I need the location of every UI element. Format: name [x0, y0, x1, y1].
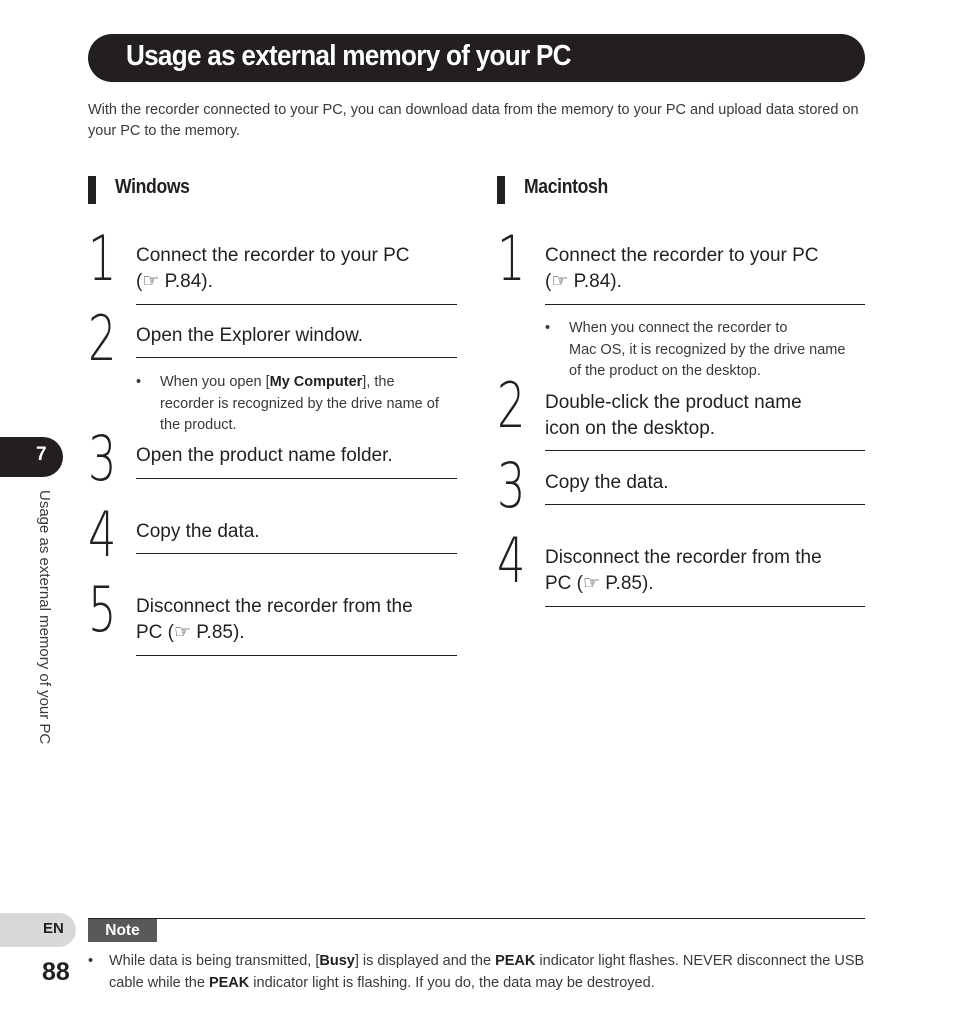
step-divider — [545, 450, 865, 451]
win-step-4-number: 4 — [88, 498, 117, 571]
title-bar — [88, 34, 865, 82]
mac-step-1-text — [545, 243, 819, 295]
note-divider — [88, 918, 865, 919]
win-step-5-text — [136, 594, 413, 646]
chapter-title-vertical: Usage as external memory of your PC — [36, 490, 53, 745]
mac-step-1-number: 1 — [497, 222, 526, 295]
step-divider — [136, 357, 457, 358]
intro-paragraph: With the recorder connected to your PC, you can download data from the memory to your PC and upload data stored on your PC to the memory. — [88, 102, 859, 139]
win-step-1-line2: (☞ P.84). — [136, 271, 213, 292]
bullet-dot: • — [545, 320, 551, 336]
mac-heading-label: Macintosh — [524, 176, 608, 198]
win-step-2-line1: Open the Explorer window. — [136, 325, 364, 346]
bullet-dot: • — [88, 953, 94, 969]
mac-step-1-line2: (☞ P.84). — [545, 271, 622, 292]
step-divider — [136, 478, 457, 479]
win-step-1-number: 1 — [88, 222, 117, 295]
win-step-3-line1: Open the product name folder. — [136, 445, 393, 466]
note-text: While data is being transmitted, [Busy] is displayed and the PEAK indicator light flashes. NEVER disconnect the USB cable while the PEAK indicator light is flashing. If you do, the data may be destroyed. — [109, 953, 865, 991]
mac-step-3-number: 3 — [497, 449, 526, 522]
mac-step-2-text — [545, 390, 802, 442]
win-step-3-number: 3 — [88, 422, 117, 495]
step-divider — [545, 606, 865, 607]
win-step-4-text — [136, 519, 260, 545]
win-step-2-text — [136, 323, 363, 349]
mac-step-3-text — [545, 470, 669, 496]
step-divider — [545, 304, 865, 305]
mac-step-2-line2: icon on the desktop. — [545, 418, 716, 439]
page-number: 88 — [42, 958, 70, 986]
step-divider — [136, 304, 457, 305]
mac-note-text: When you connect the recorder to Mac OS, it is recognized by the drive name of the product on the desktop. — [569, 320, 846, 379]
win-step-4-line1: Copy the data. — [136, 521, 260, 542]
win-step-5-number: 5 — [88, 573, 117, 646]
peak-label: PEAK — [208, 975, 250, 991]
my-computer-label: My Computer — [269, 374, 363, 390]
mac-step-4-line2: PC (☞ P.85). — [545, 573, 654, 594]
chapter-number: 7 — [36, 444, 47, 465]
language-label: EN — [43, 920, 64, 937]
chapter-title-vertical-wrap — [33, 490, 55, 790]
mac-step-1-line1: Connect the recorder to your PC — [545, 245, 819, 266]
language-tab — [0, 913, 76, 947]
chapter-tab — [0, 437, 63, 477]
peak-label: PEAK — [495, 953, 536, 969]
win-step-5-line1: Disconnect the recorder from the — [136, 596, 413, 617]
win-step-1-line1: Connect the recorder to your PC — [136, 245, 410, 266]
step-divider — [136, 553, 457, 554]
mac-step-4-text — [545, 545, 822, 597]
win-step-3-text — [136, 443, 393, 469]
mac-step-2-line1: Double-click the product name — [545, 392, 802, 413]
mac-step-3-line1: Copy the data. — [545, 472, 669, 493]
mac-step-4-number: 4 — [497, 524, 526, 597]
page-title: Usage as external memory of your PC — [126, 40, 571, 72]
win-step-1-text — [136, 243, 410, 295]
heading-marker — [88, 176, 96, 204]
note-badge: Note — [88, 919, 157, 942]
step-divider — [136, 655, 457, 656]
step-divider — [545, 504, 865, 505]
mac-step-4-line1: Disconnect the recorder from the — [545, 547, 822, 568]
bullet-dot: • — [136, 374, 142, 390]
windows-heading-label: Windows — [115, 176, 190, 198]
busy-label: Busy — [319, 953, 355, 969]
mac-step-2-number: 2 — [497, 369, 526, 442]
win-step-5-line2: PC (☞ P.85). — [136, 622, 245, 643]
win-step-2-number: 2 — [88, 302, 117, 375]
win-note-text: When you open [My Computer], the recorder is recognized by the drive name of the product. — [160, 374, 439, 433]
heading-marker — [497, 176, 505, 204]
